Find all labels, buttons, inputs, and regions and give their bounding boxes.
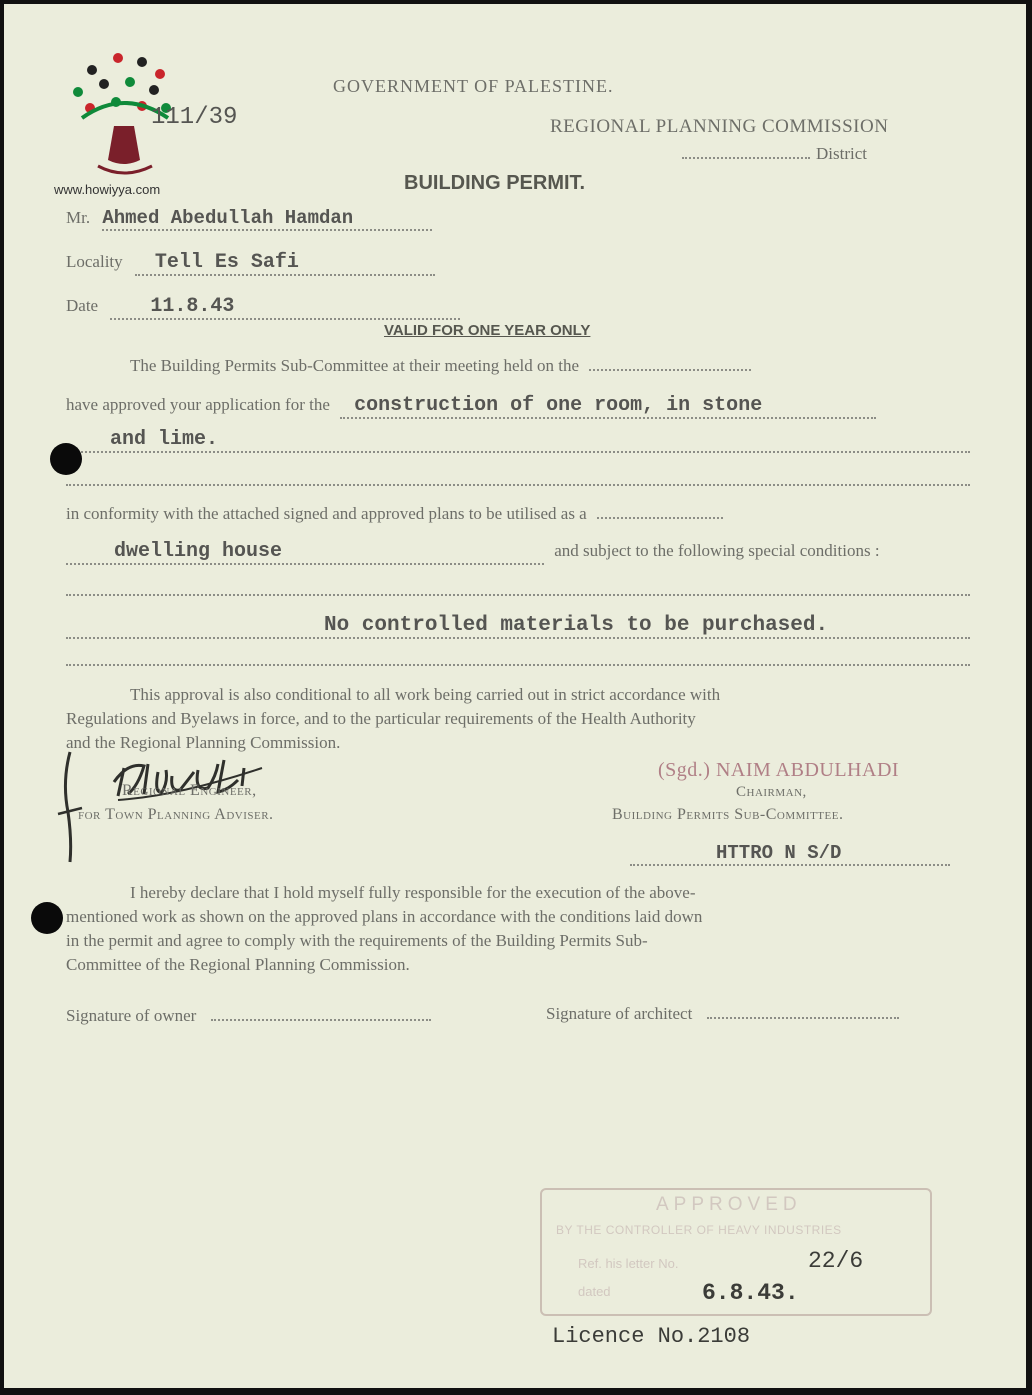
owner-signature-field xyxy=(66,1006,431,1026)
reference-number: 111/39 xyxy=(151,104,238,131)
commission-heading: REGIONAL PLANNING COMMISSION xyxy=(550,116,889,137)
district-label: District xyxy=(816,144,867,163)
approval-line-2: Regulations and Byelaws in force, and to the particular requirements of the Health Authority xyxy=(66,709,696,728)
adviser-title: for Town Planning Adviser. xyxy=(78,806,274,823)
date-value: 11.8.43 xyxy=(110,295,460,320)
approval-line-3: and the Regional Planning Commission. xyxy=(66,733,341,752)
blank-line xyxy=(66,594,970,596)
mr-label: Mr. xyxy=(66,208,91,227)
stamp-dated-label: dated xyxy=(578,1284,611,1299)
stamp-ref-value: 22/6 xyxy=(808,1248,864,1274)
mr-field xyxy=(66,207,432,231)
application-type: construction of one room, in stone xyxy=(340,394,876,419)
watermark-url: www.howiyya.com xyxy=(54,182,161,197)
declaration-line-3: in the permit and agree to comply with the requirements of the Building Permits Sub- xyxy=(66,931,648,950)
subcommittee-title: Building Permits Sub-Committee. xyxy=(612,806,844,823)
government-heading: GOVERNMENT OF PALESTINE. xyxy=(333,76,614,96)
body-line-2 xyxy=(66,394,876,419)
stamp-ref-label: Ref. his letter No. xyxy=(578,1256,679,1271)
approval-line-1: This approval is also conditional to all work being carried out in strict accordance with xyxy=(130,685,721,704)
blank-line xyxy=(66,484,970,486)
mr-value: Ahmed Abedullah Hamdan xyxy=(102,207,432,231)
permit-document xyxy=(4,4,1026,1388)
engineer-signature-image xyxy=(48,742,288,866)
stamp-line: BY THE CONTROLLER OF HEAVY INDUSTRIES xyxy=(556,1223,842,1237)
body-line-1 xyxy=(130,356,751,376)
body-line-1-text: The Building Permits Sub-Committee at their meeting held on the xyxy=(130,356,580,375)
blank-line xyxy=(66,664,970,666)
usage-value: dwelling house xyxy=(66,540,544,565)
condition-line xyxy=(66,614,970,639)
architect-signature-label: Signature of architect xyxy=(546,1004,693,1023)
page-title: BUILDING PERMIT. xyxy=(404,172,586,194)
owner-signature-label: Signature of owner xyxy=(66,1006,197,1025)
declaration-line-4: Committee of the Regional Planning Commission. xyxy=(66,955,410,974)
body-line-6 xyxy=(66,540,880,565)
date-field xyxy=(66,295,460,320)
locality-field xyxy=(66,251,435,276)
architect-signature-field xyxy=(546,1004,899,1024)
declaration-line-1: I hereby declare that I hold myself fully responsible for the execution of the above- xyxy=(130,883,696,902)
stamp-dated-value: 6.8.43. xyxy=(702,1280,799,1306)
body-line-2-text: have approved your application for the xyxy=(66,395,330,414)
locality-label: Locality xyxy=(66,252,123,271)
special-condition: No controlled materials to be purchased. xyxy=(66,614,970,639)
district-line xyxy=(682,144,867,164)
body-line-5 xyxy=(66,504,723,524)
stamp-title: APPROVED xyxy=(656,1194,802,1215)
body-line-5-text: in conformity with the attached signed and approved plans to be utilised as a xyxy=(66,504,587,523)
chairman-title: Chairman, xyxy=(736,784,807,800)
validity-note: VALID FOR ONE YEAR ONLY xyxy=(384,322,591,339)
chairman-ref-line xyxy=(630,842,950,866)
body-line-3 xyxy=(66,428,970,453)
chairman-signature: (Sgd.) NAIM ABDULHADI xyxy=(658,759,900,781)
engineer-title: Regional Engineer, xyxy=(122,782,257,799)
application-type-continued: and lime. xyxy=(66,428,970,453)
locality-value: Tell Es Safi xyxy=(135,251,435,276)
date-label: Date xyxy=(66,296,99,315)
punch-hole xyxy=(31,902,63,934)
body-line-6-text: and subject to the following special conditions : xyxy=(554,541,880,560)
punch-hole xyxy=(50,443,82,475)
declaration-line-2: mentioned work as shown on the approved plans in accordance with the conditions laid down xyxy=(66,907,703,926)
chairman-ref: HTTRO N S/D xyxy=(630,842,950,866)
licence-number: Licence No.2108 xyxy=(552,1324,751,1349)
